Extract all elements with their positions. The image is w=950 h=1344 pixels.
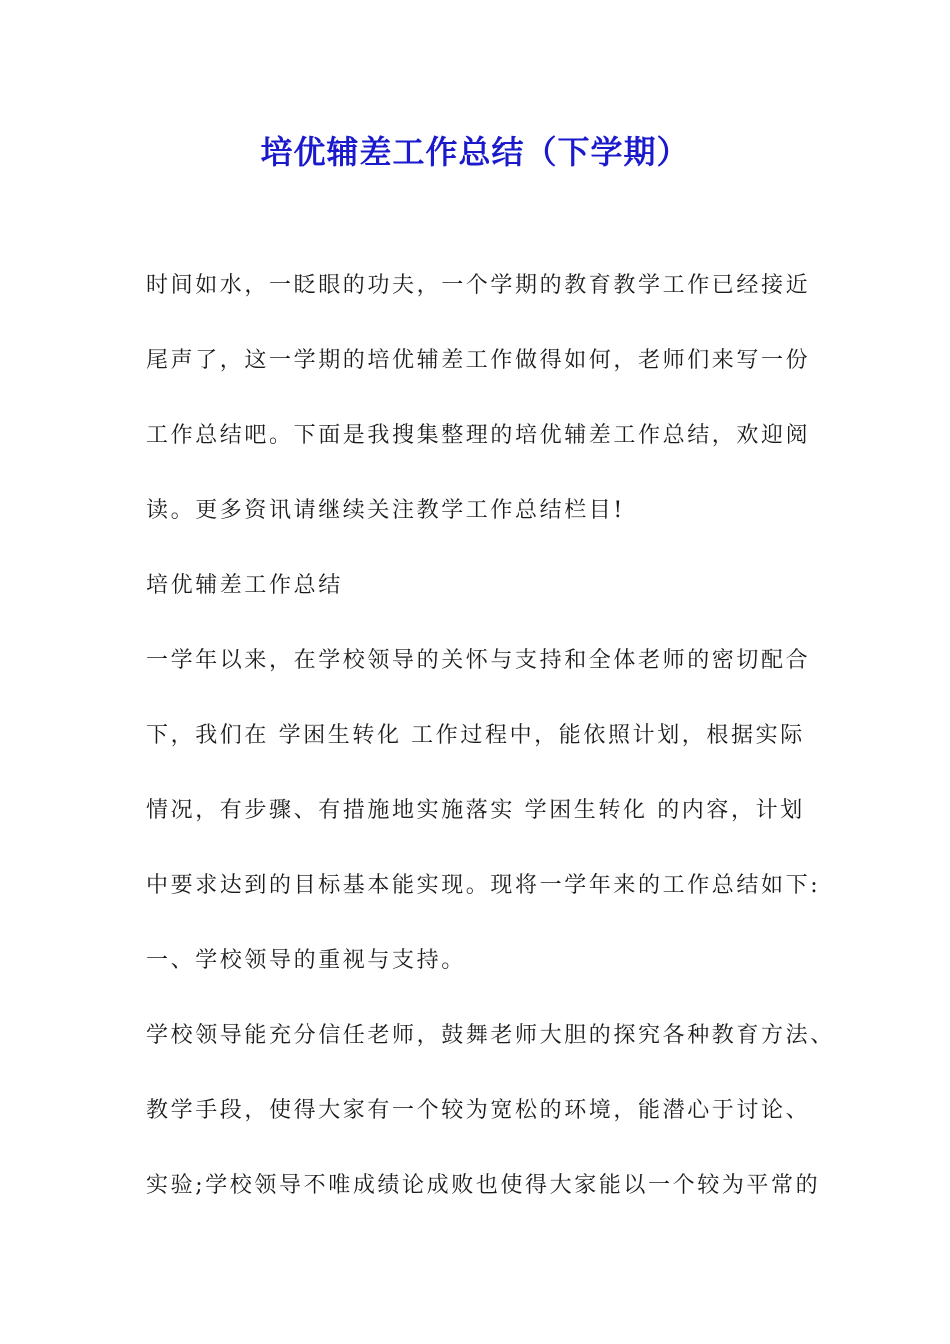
paragraph-line: 工作总结吧。下面是我搜集整理的培优辅差工作总结，欢迎阅 bbox=[146, 423, 811, 448]
document-body bbox=[146, 258, 835, 1233]
paragraph-line: 情况，有步骤、有措施地实施落实 学困生转化 的内容，计划 bbox=[146, 798, 805, 823]
paragraph-line: 时间如水，一眨眼的功夫，一个学期的教育教学工作已经接近 bbox=[146, 273, 811, 298]
paragraph-line: 读。更多资讯请继续关注教学工作总结栏目! bbox=[146, 498, 625, 523]
paragraph-line: 尾声了，这一学期的培优辅差工作做得如何，老师们来写一份 bbox=[146, 348, 811, 373]
section-heading: 一、学校领导的重视与支持。 bbox=[146, 948, 466, 973]
paragraph-line: 实验;学校领导不唯成绩论成败也使得大家能以一个较为平常的 bbox=[146, 1173, 821, 1198]
paragraph-line: 一学年以来，在学校领导的关怀与支持和全体老师的密切配合 bbox=[146, 648, 811, 673]
document-title: 培优辅差工作总结（下学期） bbox=[260, 133, 690, 171]
section-subtitle: 培优辅差工作总结 bbox=[146, 573, 343, 598]
paragraph-line: 下，我们在 学困生转化 工作过程中，能依照计划，根据实际 bbox=[146, 723, 805, 748]
paragraph-line: 中要求达到的目标基本能实现。现将一学年来的工作总结如下: bbox=[146, 873, 821, 898]
paragraph-line: 教学手段，使得大家有一个较为宽松的环境，能潜心于讨论、 bbox=[146, 1098, 811, 1123]
paragraph-line: 学校领导能充分信任老师，鼓舞老师大胆的探究各种教育方法、 bbox=[146, 1023, 835, 1048]
